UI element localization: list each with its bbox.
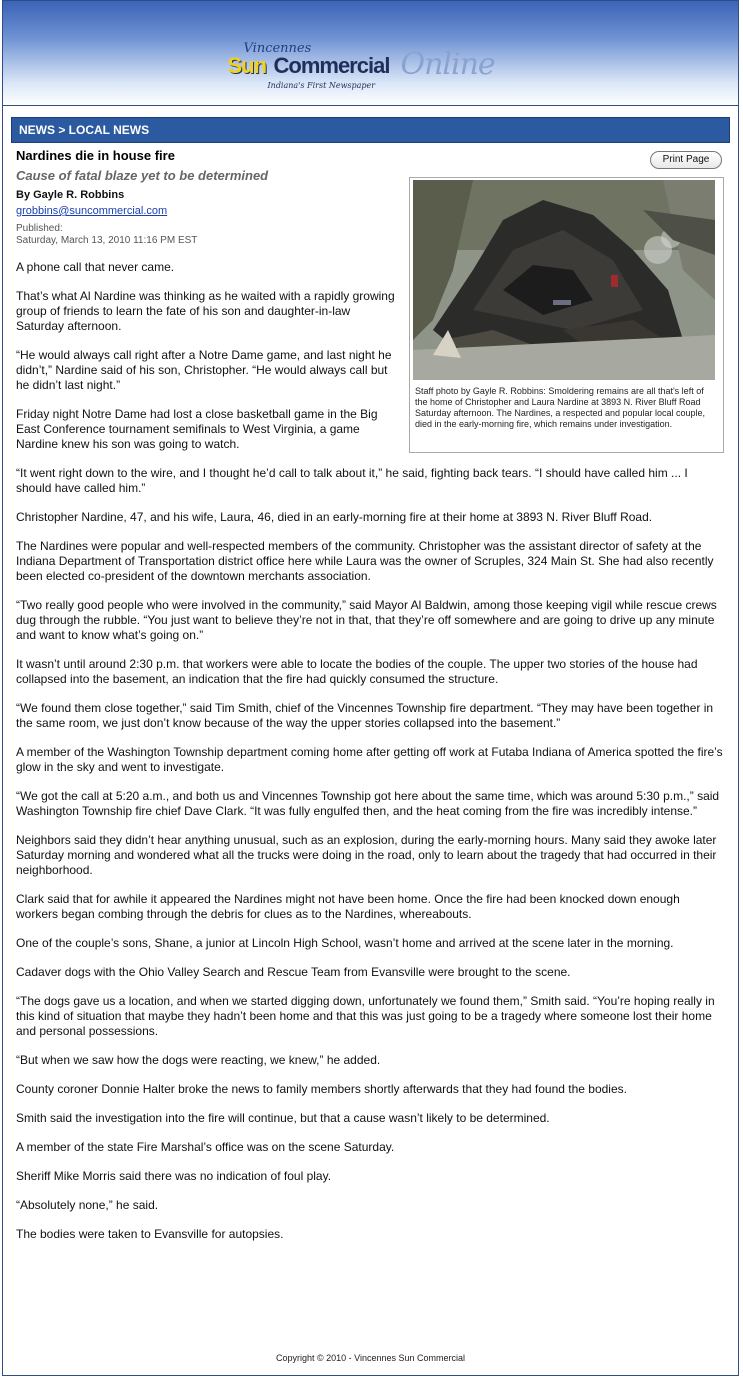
paragraph: A member of the state Fire Marshal’s office was on the scene Saturday. [16, 1140, 395, 1154]
paragraph: The bodies were taken to Evansville for autopsies. [16, 1227, 284, 1241]
page-frame [2, 0, 739, 1376]
photo-caption: Staff photo by Gayle R. Robbins: Smoldering remains are all that's left of the home of Christopher and Laura Nardine at 3893 N. River Bluff Road Saturday afternoon. The Nardines, a respected and popular local couple, died in the early-morning fire, which remains under investigation. [415, 386, 706, 429]
article-subtitle: Cause of fatal blaze yet to be determined [16, 168, 269, 183]
paragraph: Smith said the investigation into the fire will continue, but that a cause wasn’t likely to be determined. [16, 1111, 550, 1125]
paragraph: Clark said that for awhile it appeared the Nardines might not have been home. Once the fire had been knocked down enough workers began combing through the debris for clues as to the Nardines, whereabouts. [16, 892, 680, 921]
paragraph: Christopher Nardine, 47, and his wife, Laura, 46, died in an early-morning fire at their home at 3893 N. River Bluff Road. [16, 510, 653, 524]
paragraph: Neighbors said they didn’t hear anything unusual, such as an explosion, during the early-morning hours. Many said they awoke later Saturday morning and wondered what all the trucks were doing in the road, only to learn about the tragedy that had occurred in their neighborhood. [16, 833, 717, 877]
paragraph: “He would always call right after a Notre Dame game, and last night he didn’t,” Nardine said of his son, Christopher. “He would always call but he didn’t last night.” [16, 348, 392, 392]
paragraph: The Nardines were popular and well-respected members of the community. Christopher was the assistant director of safety at the Indiana Department of Transportation district office here while Laura was the owner of Scruples, 324 Main St. She had also recently been elected co-president of the downtown merchants association. [16, 539, 714, 583]
paragraph: A phone call that never came. [16, 260, 175, 274]
print-page-button[interactable]: Print Page [650, 151, 722, 169]
logo-tagline: Indiana's First Newspaper [267, 81, 376, 90]
masthead [3, 1, 738, 106]
copyright-footer: Copyright © 2010 - Vincennes Sun Commercial [275, 1353, 466, 1363]
paragraph: “We got the call at 5:20 a.m., and both us and Vincennes Township got here about the same time, which was around 5:30 p.m.,” said Washington Township fire chief Dave Clark. “It was fully engulfed then, and the heat coming from the fire was incredibly intense.” [16, 789, 720, 818]
paragraph: “But when we saw how the dogs were reacting, we knew,” he added. [16, 1053, 381, 1067]
article-byline: By Gayle R. Robbins [16, 189, 125, 201]
paragraph: That’s what Al Nardine was thinking as he waited with a rapidly growing group of friends to learn the fate of his son and daughter-in-law Saturday afternoon. [16, 289, 395, 333]
paragraph: A member of the Washington Township department coming home after getting off work at Futaba Indiana of America spotted the fire’s glow in the sky and went to investigate. [16, 745, 723, 774]
photo-box [409, 177, 724, 453]
paragraph: Sheriff Mike Morris said there was no indication of foul play. [16, 1169, 332, 1183]
paragraph: “We found them close together,” said Tim Smith, chief of the Vincennes Township fire department. “They may have been together in the same room, we just don’t know because of the way the upper stories collapsed into the basement.” [16, 701, 714, 730]
logo-vincennes: Vincennes [243, 41, 312, 56]
paragraph: “The dogs gave us a location, and when we started digging down, unfortunately we found them,” Smith said. “You’re hoping really in this kind of situation that maybe they hadn’t been home and that this was just going to be a tragedy where someone lost their home and personal possessions. [16, 994, 715, 1038]
paragraph: “Two really good people who were involved in the community,” said Mayor Al Baldwin, among those keeping vigil while rescue crews dug through the rubble. “You just want to believe they’re not in that, that they’re off somewhere and are going to drive up any minute and want to know what’s going on.” [16, 598, 717, 642]
site-logo[interactable] [226, 27, 516, 97]
fire-ruins-photo[interactable] [413, 180, 715, 380]
logo-online: Online [400, 47, 495, 82]
published-date: Saturday, March 13, 2010 11:16 PM EST [16, 235, 198, 246]
logo-sun: Sun [227, 53, 267, 78]
paragraph: County coroner Donnie Halter broke the news to family members shortly afterwards that they had found the bodies. [16, 1082, 627, 1096]
paragraph: Cadaver dogs with the Ohio Valley Search and Rescue Team from Evansville were brought to the scene. [16, 965, 571, 979]
paragraph: “Absolutely none,” he said. [16, 1198, 159, 1212]
logo-commercial: Commercial [273, 53, 390, 78]
article-title: Nardines die in house fire [16, 148, 175, 163]
paragraph: It wasn’t until around 2:30 p.m. that workers were able to locate the bodies of the couple. The upper two stories of the house had collapsed into the basement, an indication that the fire had quickly consumed the structure. [16, 657, 698, 686]
paragraph: Friday night Notre Dame had lost a close basketball game in the Big East Conference tournament semifinals to West Virginia, a game Nardine knew his son was going to watch. [16, 407, 378, 451]
published-label: Published: [16, 223, 63, 234]
article-content [3, 148, 738, 1242]
paragraph: “It went right down to the wire, and I thought he’d call to talk about it,” he said, fighting back tears. “I should have called him ... I should have called him.” [16, 466, 688, 495]
paragraph: One of the couple’s sons, Shane, a junior at Lincoln High School, wasn’t home and arrived at the scene later in the morning. [16, 936, 674, 950]
author-email-link[interactable]: grobbins@suncommercial.com [16, 205, 168, 217]
breadcrumb[interactable]: NEWS > LOCAL NEWS [11, 117, 730, 143]
